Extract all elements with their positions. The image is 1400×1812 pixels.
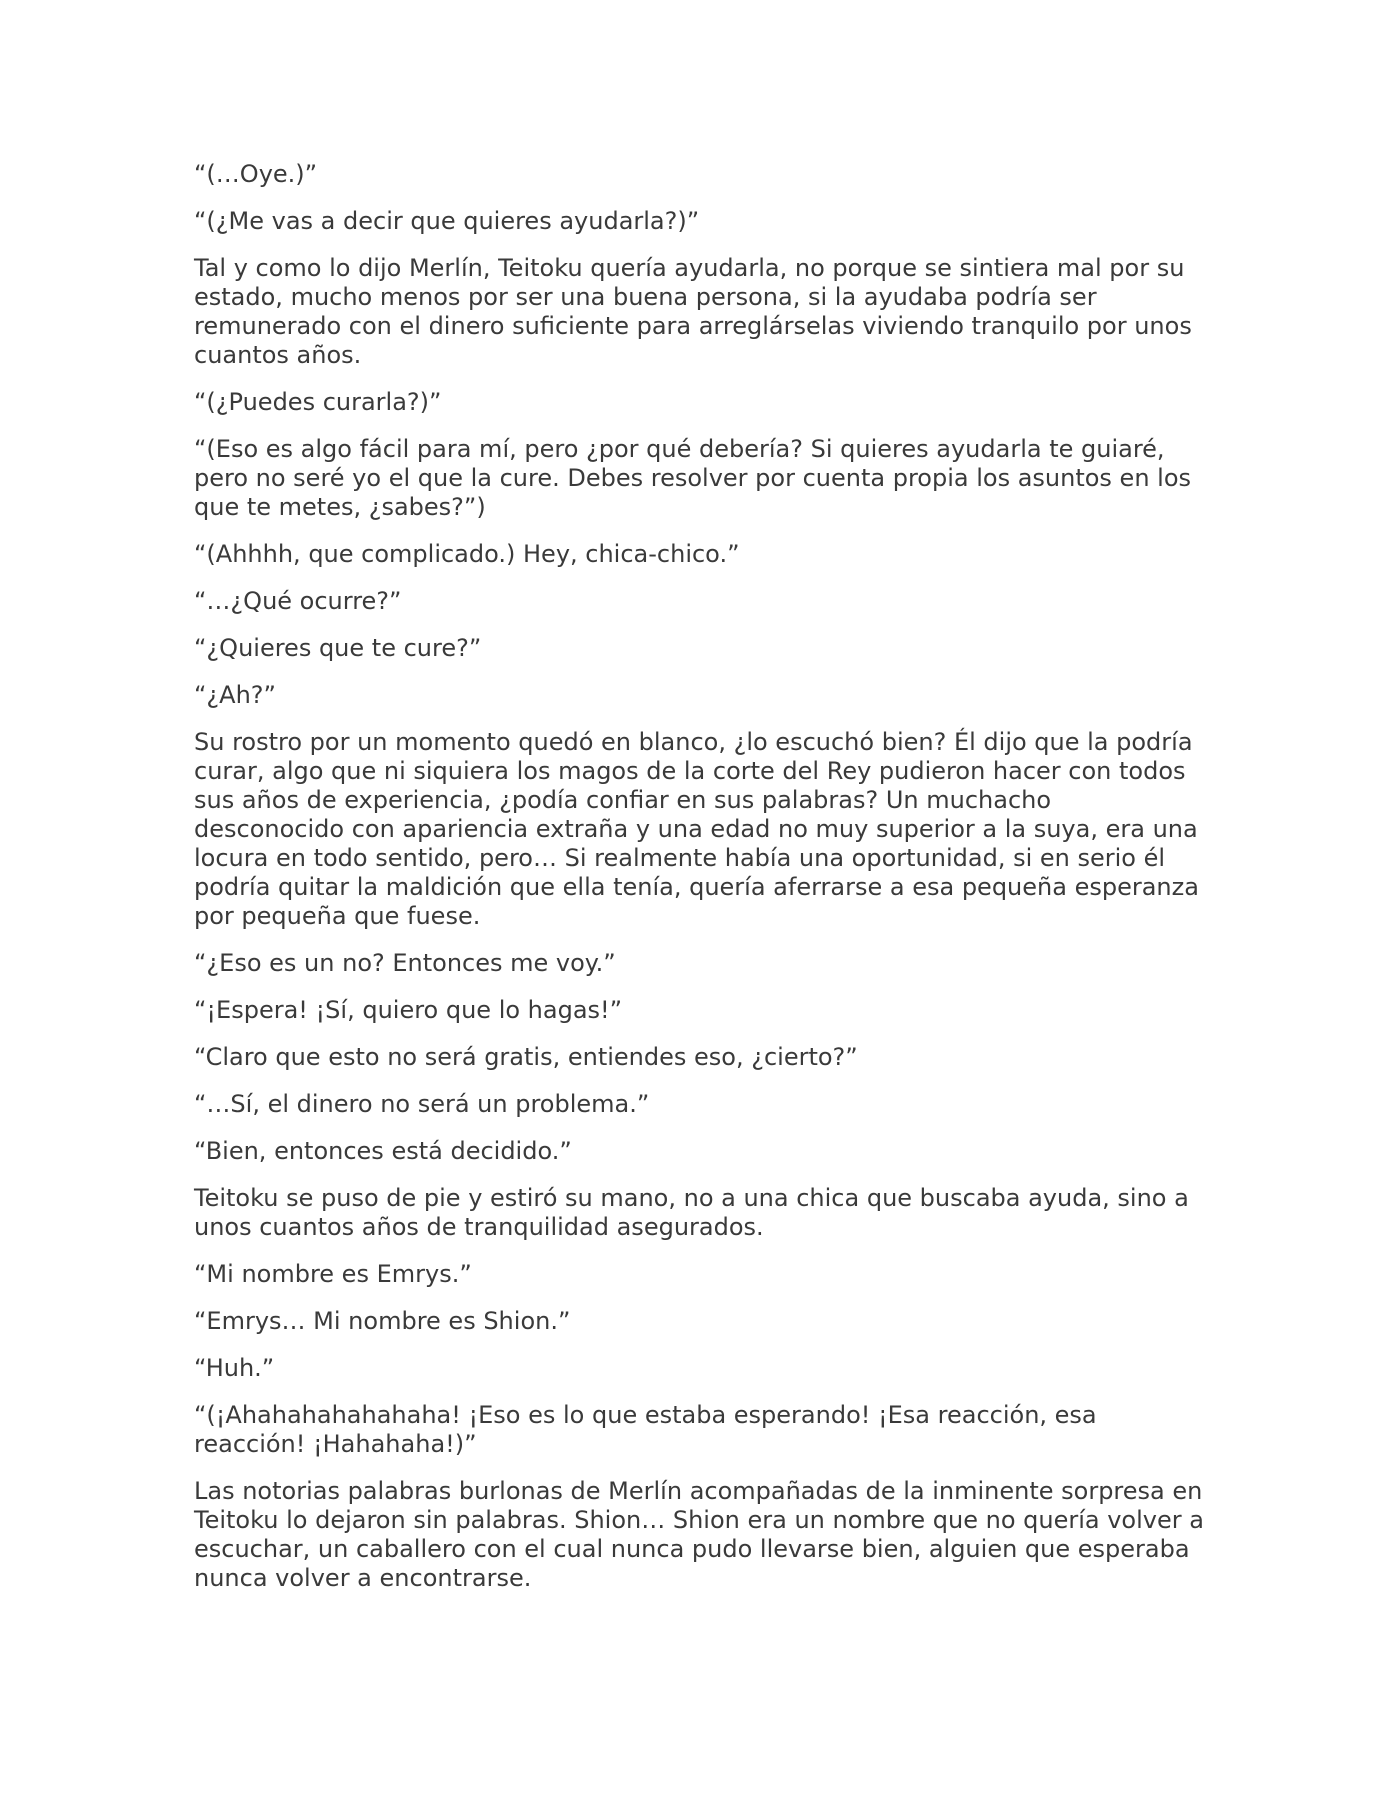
paragraph-21: Las notorias palabras burlonas de Merlín acompañadas de la inminente sorpresa en Teitoku lo dejaron sin palabras. Shion… Shion era un nombre que no quería volver a escuchar, un caballero con el cual nunca pudo llevarse bien, alguien que esperaba nunca volver a encontrarse. — [194, 1477, 1204, 1592]
paragraph-13: “Claro que esto no será gratis, entiendes eso, ¿cierto?” — [194, 1043, 858, 1071]
paragraph-1: “(…Oye.)” — [194, 160, 318, 188]
paragraph-9: “¿Ah?” — [194, 681, 276, 709]
paragraph-12: “¡Espera! ¡Sí, quiero que lo hagas!” — [194, 996, 623, 1024]
paragraph-15: “Bien, entonces está decidido.” — [194, 1137, 572, 1165]
paragraph-6: “(Ahhhh, que complicado.) Hey, chica-chico.” — [194, 540, 740, 568]
paragraph-2: “(¿Me vas a decir que quieres ayudarla?)” — [194, 207, 700, 235]
paragraph-3: Tal y como lo dijo Merlín, Teitoku quería ayudarla, no porque se sintiera mal por su estado, mucho menos por ser una buena persona, si la ayudaba podría ser remunerado con el dinero suficiente para arreglárselas viviendo tranquilo por unos cuantos años. — [194, 254, 1192, 369]
paragraph-4: “(¿Puedes curarla?)” — [194, 388, 442, 416]
paragraph-14: “…Sí, el dinero no será un problema.” — [194, 1090, 650, 1118]
paragraph-8: “¿Quieres que te cure?” — [194, 634, 482, 662]
document-body — [194, 160, 1204, 1611]
paragraph-11: “¿Eso es un no? Entonces me voy.” — [194, 949, 616, 977]
paragraph-16: Teitoku se puso de pie y estiró su mano, no a una chica que buscaba ayuda, sino a unos cuantos años de tranquilidad asegurados. — [194, 1184, 1189, 1241]
paragraph-19: “Huh.” — [194, 1354, 275, 1382]
paragraph-5: “(Eso es algo fácil para mí, pero ¿por qué debería? Si quieres ayudarla te guiaré, pero no seré yo el que la cure. Debes resolver por cuenta propia los asuntos en los que te metes, ¿sabes?”) — [194, 435, 1192, 521]
paragraph-18: “Emrys… Mi nombre es Shion.” — [194, 1307, 571, 1335]
paragraph-7: “…¿Qué ocurre?” — [194, 587, 402, 615]
paragraph-17: “Mi nombre es Emrys.” — [194, 1260, 472, 1288]
paragraph-10: Su rostro por un momento quedó en blanco, ¿lo escuchó bien? Él dijo que la podría curar, algo que ni siquiera los magos de la corte del Rey pudieron hacer con todos sus años de experiencia, ¿podía confiar en sus palabras? Un muchacho desconocido con apariencia extraña y una edad no muy superior a la suya, era una locura en todo sentido, pero… Si realmente había una oportunidad, si en serio él podría quitar la maldición que ella tenía, quería aferrarse a esa pequeña esperanza por pequeña que fuese. — [194, 728, 1199, 930]
paragraph-20: “(¡Ahahahahahahaha! ¡Eso es lo que estaba esperando! ¡Esa reacción, esa reacción! ¡Hahahaha!)” — [194, 1401, 1097, 1458]
